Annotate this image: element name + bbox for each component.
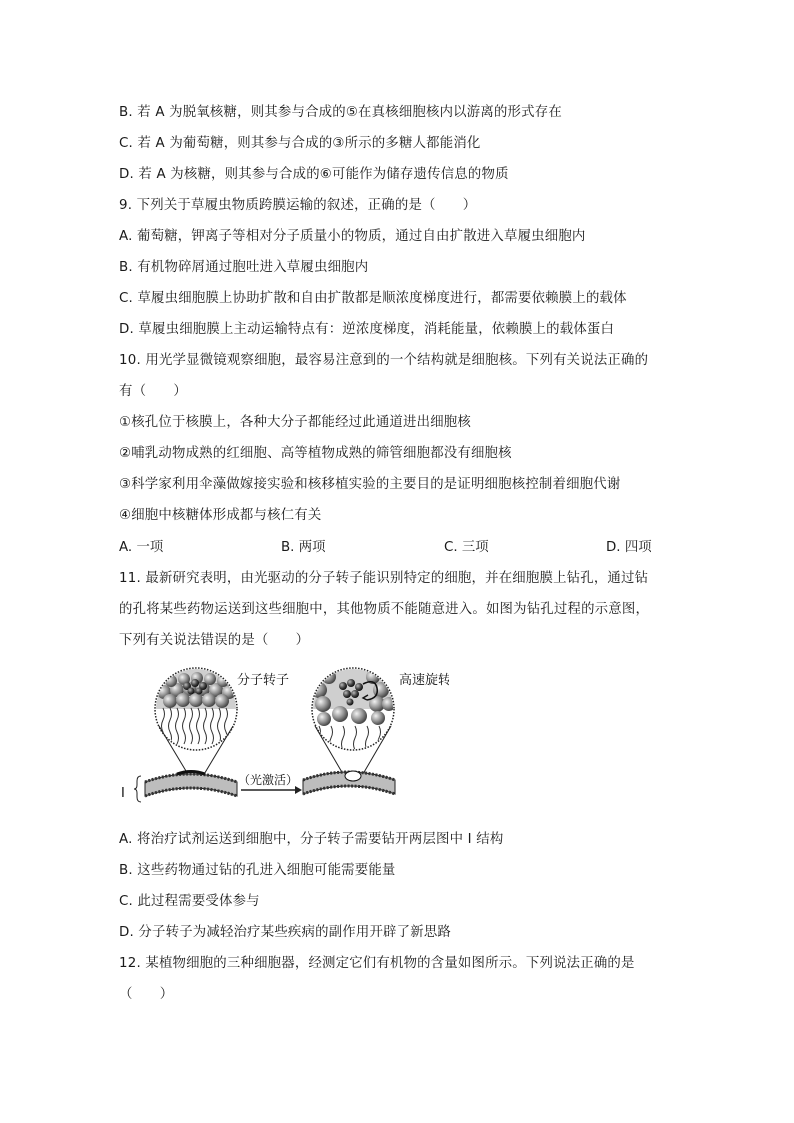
q11-option-d: D. 分子转子为减轻治疗某些疾病的副作用开辟了新思路 [119, 925, 452, 940]
structure-bracket [134, 776, 141, 802]
rotor-diagram [119, 664, 449, 814]
q11-option-c: C. 此过程需要受体参与 [119, 894, 260, 909]
q10-statement-1: ①核孔位于核膜上，各种大分子都能经过此通道进出细胞核 [119, 415, 471, 430]
q8-option-d: D. 若 A 为核糖，则其参与合成的⑥可能作为储存遗传信息的物质 [119, 167, 509, 182]
membrane-right [303, 771, 395, 794]
q9-option-b: B. 有机物碎屑通过胞吐进入草履虫细胞内 [119, 260, 369, 275]
q8-option-c: C. 若 A 为葡萄糖，则其参与合成的③所示的多糖人都能消化 [119, 136, 481, 151]
label-structure-i: I [121, 786, 125, 801]
q11-option-b: B. 这些药物通过钻的孔进入细胞可能需要能量 [119, 863, 396, 878]
right-zoom-circle [309, 668, 399, 750]
q11-stem-line3: 下列有关说法错误的是（ ） [119, 633, 310, 648]
q12-stem-line1: 12. 某植物细胞的三种细胞器，经测定它们有机物的含量如图所示。下列说法正确的是 [119, 956, 635, 971]
q10-statement-3: ③科学家利用伞藻做嫁接实验和核移植实验的主要目的是证明细胞核控制着细胞代谢 [119, 477, 621, 492]
label-light-activation: （光激活） [238, 773, 299, 787]
label-high-speed-rotation: 高速旋转 [399, 673, 449, 688]
q9-option-d: D. 草履虫细胞膜上主动运输特点有：逆浓度梯度，消耗能量，依赖膜上的载体蛋白 [119, 322, 615, 337]
q11-stem-line2: 的孔将某些药物运送到这些细胞中，其他物质不能随意进入。如图为钻孔过程的示意图， [119, 602, 650, 617]
label-molecular-rotor: 分子转子 [237, 673, 290, 688]
q10-stem-line2: 有（ ） [119, 384, 187, 399]
q10-option-d: D. 四项 [606, 540, 652, 555]
q9-stem: 9. 下列关于草履虫物质跨膜运输的叙述，正确的是（ ） [119, 198, 477, 213]
q9-option-a: A. 葡萄糖，钾离子等相对分子质量小的物质，通过自由扩散进入草履虫细胞内 [119, 229, 586, 244]
q11-option-a: A. 将治疗试剂运送到细胞中，分子转子需要钻开两层图中 I 结构 [119, 832, 504, 847]
q11-stem-line1: 11. 最新研究表明，由光驱动的分子转子能识别特定的细胞，并在细胞膜上钻孔，通过钻 [119, 571, 649, 586]
q9-option-c: C. 草履虫细胞膜上协助扩散和自由扩散都是顺浓度梯度进行，都需要依赖膜上的载体 [119, 291, 627, 306]
membrane-left [145, 772, 237, 797]
q10-stem-line1: 10. 用光学显微镜观察细胞，最容易注意到的一个结构就是细胞核。下列有关说法正确的 [119, 353, 649, 368]
q10-statement-2: ②哺乳动物成熟的红细胞、高等植物成熟的筛管细胞都没有细胞核 [119, 446, 512, 461]
q10-option-a: A. 一项 [119, 540, 164, 555]
q8-option-b: B. 若 A 为脱氧核糖，则其参与合成的⑤在真核细胞核内以游离的形式存在 [119, 105, 562, 120]
q10-option-b: B. 两项 [281, 540, 326, 555]
left-zoom-circle [149, 668, 249, 750]
q10-option-c: C. 三项 [444, 540, 489, 555]
q10-statement-4: ④细胞中核糖体形成都与核仁有关 [119, 508, 322, 523]
activation-arrow [241, 786, 302, 794]
q12-stem-line2: （ ） [119, 987, 174, 1002]
rotor-figure [119, 664, 449, 814]
